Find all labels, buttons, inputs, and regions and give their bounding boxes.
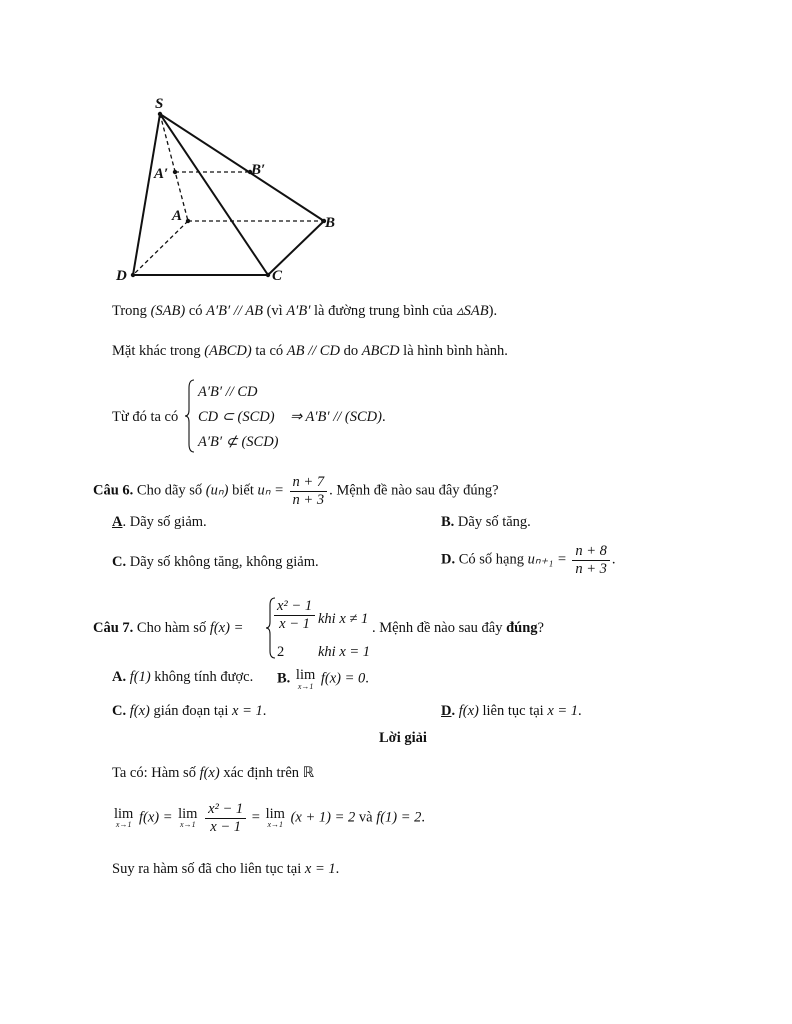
para1-t5: ). [488,303,498,319]
q7-d-dot: . [451,703,456,719]
sol-f1: f(1) = 2 [376,809,422,826]
para1-t4: là đường trung bình của [314,303,453,319]
q7-option-c[interactable] [112,704,266,719]
q6-label: Câu 6. [93,482,134,499]
point-D [131,273,135,277]
q7-b-lim-word: lim [295,667,316,683]
q6-num: n + 7 [290,474,328,492]
para1-m3: A′B′ [286,303,311,319]
q6-c-letter: C. [112,554,127,570]
solution-final-line [112,862,339,877]
sol-expr: (x + 1) = 2 [290,809,356,826]
q7-case1-fraction [274,598,315,632]
sol-lim-3 [266,807,285,830]
q7-c-end: . [262,703,267,719]
para2-m3: ABCD [361,343,400,359]
conclusion-end: . [381,409,386,425]
para-abcd [112,344,508,359]
sol-den: x − 1 [210,818,241,835]
sol-lim-1-word: lim [114,805,134,822]
para1-m2: A′B′ // AB [206,303,263,319]
label-B: B [325,215,336,231]
sol-lim-2-sub: x→1 [180,820,196,830]
q7-text: Cho hàm số [136,620,207,636]
para2-m1: (ABCD) [204,343,252,359]
solution-heading: Lời giải [379,730,427,746]
q7-b-lim [296,668,315,691]
q7-b-lim-sub: x→1 [297,681,314,691]
edge-CB [268,221,324,275]
sol-num: x² − 1 [205,801,246,819]
sol-lim-3-sub: x→1 [267,820,284,830]
q6-a-letter: A [112,514,123,530]
system-conclusion [290,410,386,425]
q7-case2-cond: khi x = 1 [318,644,371,660]
q6-d-text: Có số hạng [458,551,524,568]
system-brace [184,378,196,454]
q7-fx: f(x) = [209,620,244,636]
system-line-3: A′B′ ⊄ (SCD) [198,434,279,450]
q6-d-num: n + 8 [572,543,610,561]
q6-d-den: n + 3 [575,560,607,577]
q7-case1-cond: khi x ≠ 1 [318,611,369,627]
q7-option-a[interactable] [112,670,253,685]
q7-option-b[interactable] [277,668,369,691]
point-A1 [173,170,177,174]
q6-seq: (uₙ) [205,482,229,499]
sol-l1-set: ℝ [302,765,315,781]
q6-b-letter: B. [441,514,455,530]
sol-lim-1-sub: x→1 [115,820,132,830]
q7-case1-den: x − 1 [279,615,310,632]
sol-eq: = [251,809,260,826]
sol-l1-text: Ta có: Hàm số [112,765,196,781]
sol-and: và [358,809,373,826]
sol-lim-2 [178,807,197,830]
pyramid-figure [100,90,360,290]
q6-d-fraction [572,543,610,577]
sol-lim-2-word: lim [178,805,198,822]
conclusion-math: ⇒ A′B′ // (SCD) [290,409,382,425]
q7-d-letter: D [441,703,452,719]
q7-ask1: . Mệnh đề nào sau đây [372,620,503,636]
q7-a-math: f(1) [129,669,151,685]
q6-a-text: . Dãy số giảm. [122,514,207,530]
label-B1: B′ [251,162,266,178]
para1-m1: (SAB) [150,303,186,319]
system-line-2: CD ⊂ (SCD) [198,409,275,425]
edge-SD [133,114,160,275]
sol-final-math: x = 1 [304,861,336,877]
sol-lim-1 [114,807,133,830]
para2-t1: Mặt khác trong [112,343,201,359]
para2-t3: do [343,343,359,359]
sol-fx: f(x) = [138,809,173,826]
para2-t2: ta có [255,343,284,359]
q7-d-math: f(x) [458,703,479,719]
para1-t2: có [188,303,203,319]
q6-b-text: Dãy số tăng. [457,514,531,530]
q7-stem-right [372,621,544,636]
q7-c-math: f(x) [129,703,150,719]
para2-m2: AB // CD [286,343,340,359]
q6-option-d[interactable] [441,543,616,577]
label-C: C [272,268,283,284]
q7-a-letter: A. [112,669,127,685]
sol-l1-math: f(x) [199,765,220,781]
para1-m4: ▵SAB [456,303,489,319]
label-A1: A′ [154,166,169,182]
q7-c-text: gián đoạn tại [153,703,229,719]
q7-stem-left [93,621,243,636]
sol-lim-3-word: lim [265,805,285,822]
q6-option-a[interactable] [112,515,207,530]
sol-fraction [205,801,246,835]
solution-limit-line [112,801,425,835]
q6-option-c[interactable] [112,555,319,570]
sol-final-text: Suy ra hàm số đã cho liên tục tại [112,861,302,877]
point-A [186,219,190,223]
para1-t1: Trong [112,303,147,319]
label-D: D [116,268,127,284]
q7-a-text: không tính được. [154,669,254,685]
q6-d-end: . [611,551,616,568]
q6-d-letter: D. [441,551,456,568]
q6-text: Cho dãy số [136,482,203,499]
label-A: A [172,208,183,224]
edge-SB [160,114,324,221]
q6-stem [93,474,499,508]
para1-t3: (vì [266,303,283,319]
q7-b-letter: B. [277,670,291,687]
q7-d-end: . [578,703,582,719]
q7-d-cond: x = 1 [547,703,579,719]
q6-option-b[interactable] [441,515,531,530]
q7-case2-val: 2 [277,644,285,660]
system-line-1: A′B′ // CD [198,384,258,400]
q7-b-expr: f(x) = 0 [320,670,366,687]
q7-case1-num: x² − 1 [274,598,315,616]
q6-fraction [290,474,328,508]
para-sab [112,304,497,319]
para3-intro: Từ đó ta có [112,409,179,425]
sol-final-end: . [335,861,340,877]
sol-l1-text2: xác định trên [223,765,300,781]
para2-t4: là hình bình hành. [403,343,508,359]
edge-SC [160,114,268,275]
point-S [158,112,162,116]
q7-d-text: liên tục tại [482,703,544,719]
sol-end: . [421,809,426,826]
point-C [266,273,270,277]
q7-b-end: . [365,670,369,687]
q6-un: uₙ = [257,482,284,499]
q7-c-letter: C. [112,703,127,719]
q7-ask-bold: đúng [506,620,538,636]
q7-label: Câu 7. [93,620,134,636]
q7-c-cond: x = 1 [232,703,263,719]
q6-ask: . Mệnh đề nào sau đây đúng? [329,482,499,499]
label-S: S [155,96,164,112]
q7-ask2: ? [537,620,544,636]
q7-option-d[interactable] [441,704,582,719]
q6-given: biết [232,482,254,499]
q6-c-text: Dãy số không tăng, không giảm. [129,554,319,570]
q6-d-un: uₙ₊₁ = [527,551,567,568]
q6-den: n + 3 [292,491,325,508]
solution-line-1 [112,766,314,781]
